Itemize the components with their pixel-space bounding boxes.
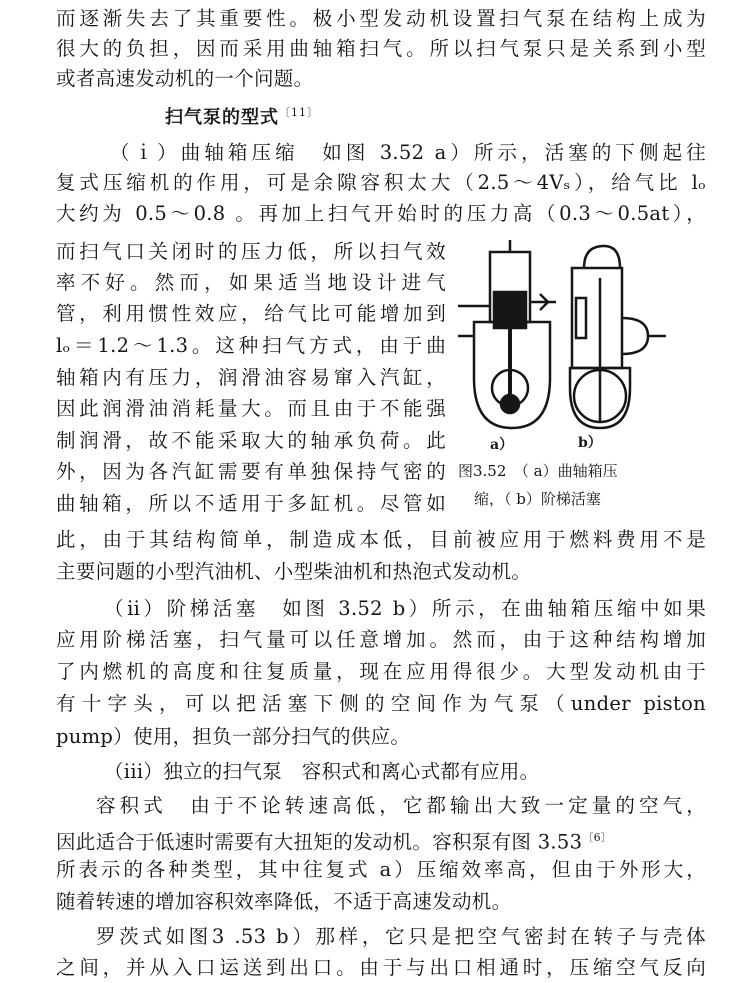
text-line: 因此润滑油消耗量大。而且由于不能强 (56, 397, 446, 420)
figure-label-b: b） (578, 435, 602, 451)
text-line: 而逐渐失去了其重要性。极小型发动机设置扫气泵在结构上成为 (56, 7, 706, 30)
text-span: 因此适合于低速时需要有大扭矩的发动机。容积泵有图 3.53 (56, 830, 583, 854)
heading-ref: 〔11〕 (279, 106, 319, 119)
text-line: 之间，并从入口运送到出口。由于与出口相通时，压缩空气反向 (56, 956, 706, 979)
stepped-piston-drawing (570, 246, 666, 428)
section-heading (165, 98, 365, 128)
text-line: 外，因为各汽缸需要有单独保持气密的 (56, 460, 446, 483)
text-line: 管，利用惯性效应，给气比可能增加到 (56, 302, 446, 325)
text-line: 主要问题的小型汽油机、小型柴油机和热泡式发动机。 (56, 560, 532, 583)
text-line (56, 823, 736, 853)
text-line: 而扫气口关闭时的压力低，所以扫气效 (56, 240, 446, 263)
crankcase-compression-drawing (458, 240, 556, 428)
text-line: 此，由于其结构简单，制造成本低，目前被应用于燃料费用不是 (56, 528, 706, 551)
text-line: lₒ＝1.2～1.3。这种扫气方式，由于曲 (56, 334, 446, 357)
text-line: 随着转速的增加容积效率降低，不适于高速发动机。 (56, 890, 512, 913)
figure-caption-line1: 图3.52 （ a）曲轴箱压 (458, 462, 618, 480)
figure-label-a: a） (490, 437, 514, 453)
text-line: 了内燃机的高度和往复质量，现在应用得很少。大型发动机由于 (56, 660, 706, 683)
engine-diagram (452, 238, 672, 438)
text-line: （iii）独立的扫气泵 容积式和离心式都有应用。 (104, 760, 540, 783)
text-line: （ｉ）曲轴箱压缩 如图 3.52 a）所示，活塞的下侧起往 (110, 141, 706, 164)
figure-caption-line2: 缩，（ b）阶梯活塞 (474, 490, 601, 508)
text-line: 曲轴箱，所以不适用于多缸机。尽管如 (56, 492, 446, 515)
text-line: 所表示的各种类型，其中往复式 a）压缩效率高，但由于外形大， (56, 858, 706, 881)
figure-3-52 (452, 238, 672, 518)
text-line: 制润滑，故不能采取大的轴承负荷。此 (56, 429, 446, 452)
text-line: 率不好。然而，如果适当地设计进气 (56, 271, 446, 294)
heading-text: 扫气泵的型式 (165, 107, 279, 128)
text-line: 很大的负担，因而采用曲轴箱扫气。所以扫气泵只是关系到小型 (56, 37, 706, 60)
text-line: （ii）阶梯活塞 如图 3.52 b）所示，在曲轴箱压缩中如果 (104, 597, 706, 620)
text-line: 应用阶梯活塞，扫气量可以任意增加。然而，由于这种结构增加 (56, 628, 706, 651)
text-line: 有十字头，可以把活塞下侧的空间作为气泵（under piston (56, 692, 706, 715)
text-line: pump）使用，担负一部分扫气的供应。 (56, 725, 411, 748)
text-line: 容积式 由于不论转速高低，它都输出大致一定量的空气， (96, 794, 706, 817)
text-line: 轴箱内有压力，润滑油容易窜入汽缸， (56, 366, 446, 389)
reference-mark: 〔6〕 (582, 831, 613, 844)
text-line: 大约为 0.5～0.8 。再加上扫气开始时的压力高（0.3～0.5at）， (56, 202, 706, 225)
text-line: 或者高速发动机的一个问题。 (56, 67, 314, 90)
text-line: 罗茨式如图3 .53 b）那样，它只是把空气密封在转子与壳体 (96, 925, 706, 948)
text-line: 复式压缩机的作用，可是余隙容积太大（2.5～4Vₛ），给气比 lₒ (56, 171, 706, 194)
